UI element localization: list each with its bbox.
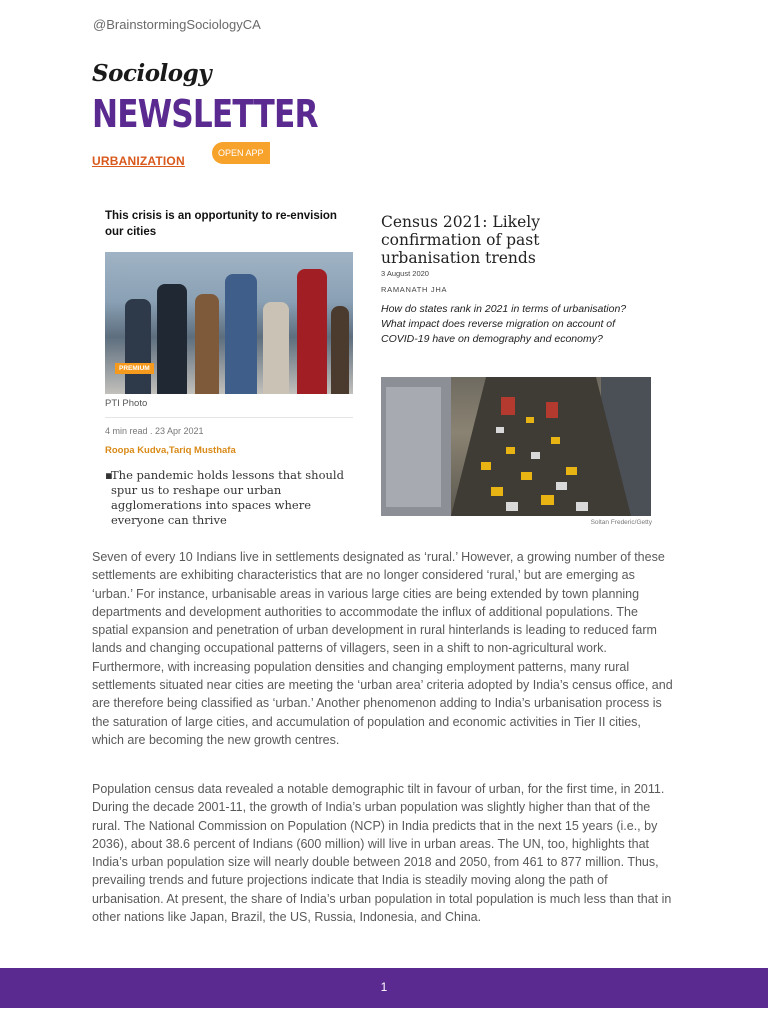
clipping-headline: This crisis is an opportunity to re-envision our cities [105,210,337,238]
divider [105,417,353,418]
bullet-icon: ▪ [105,468,113,482]
article-meta: 4 min read . 23 Apr 2021 [105,426,204,436]
body-paragraph: Population census data revealed a notable demographic tilt in favour of urban, for the first time, in 2011. During the decade 2001-11, the growth of India’s urban population was slightly higher than that of the rural. The National Commission on Population (NCP) in India predicts that in the next 15 years (i.e., by 2036), about 38.6 percent of Indians (600 million) will live in urban areas. The UN, too, highlights that India’s urban population size will nearly double between 2018 and 2050, from 461 to 877 million. Thus, prevailing trends and future projections indicate that India is steadily moving along the path of urbanisation. At present, the share of India’s urban population in total population is much less than that in other nations like Japan, Brazil, the US, Russia, Indonesia, and China. [92,782,672,925]
open-app-button[interactable]: OPEN APP [212,142,270,164]
article-clipping-right [374,205,664,535]
newsletter-title: NEWSLETTER [92,92,318,136]
premium-badge: PREMIUM [115,363,154,374]
social-handle: @BrainstormingSociologyCA [93,17,261,32]
page-number: 1 [380,980,388,994]
summary-text: The pandemic holds lessons that should spur us to reshape our urban agglomerations into spaces where everyone can thrive [111,468,344,527]
article-dek: How do states rank in 2021 in terms of urbanisation? What impact does reverse migration on account of COVID-19 have on demography and economy? [381,303,627,345]
article-authors: Roopa Kudva,Tariq Musthafa [105,445,236,456]
body-paragraph: Seven of every 10 Indians live in settlements designated as ‘rural.’ However, a growing number of these settlements are exhibiting characteristics that are no longer considered ‘rural,’ but are emerging as ‘urban.’ For instance, urbanisable areas in various large cities are being extended by town planning departments and development authorities to accommodate the influx of additional populations. The spatial expansion and penetration of urban development in rural hinterlands is leading to reduced farm lands and changing occupational patterns of villagers, seen in a shift to non-agricultural work. Furthermore, with increasing population densities and changing employment patterns, many rural settlements situated near cities are meeting the ‘urban area’ criteria adopted by India’s census office, and are therefore being classified as ‘urban.’ Another phenomenon adding to India’s urbanisation process is the saturation of large cities, and accumulation of population and economic activities in Tier II cities, which are becoming the new growth centres. [92,550,673,747]
article-clipping-left [97,200,363,530]
article-author: RAMANATH JHA [381,285,448,294]
migrants-photo [105,252,353,394]
category-link[interactable]: URBANIZATION [92,154,185,168]
article-summary [105,468,357,528]
article-date: 3 August 2020 [381,269,429,278]
brand-script: Sociology [92,60,212,87]
photo-credit: PTI Photo [105,398,148,409]
page-footer [0,968,768,1008]
city-traffic-photo [381,377,651,516]
photo-credit: Soltan Frederic/Getty [590,519,652,526]
clipping-headline: Census 2021: Likely confirmation of past urbanisation trends [381,213,540,267]
